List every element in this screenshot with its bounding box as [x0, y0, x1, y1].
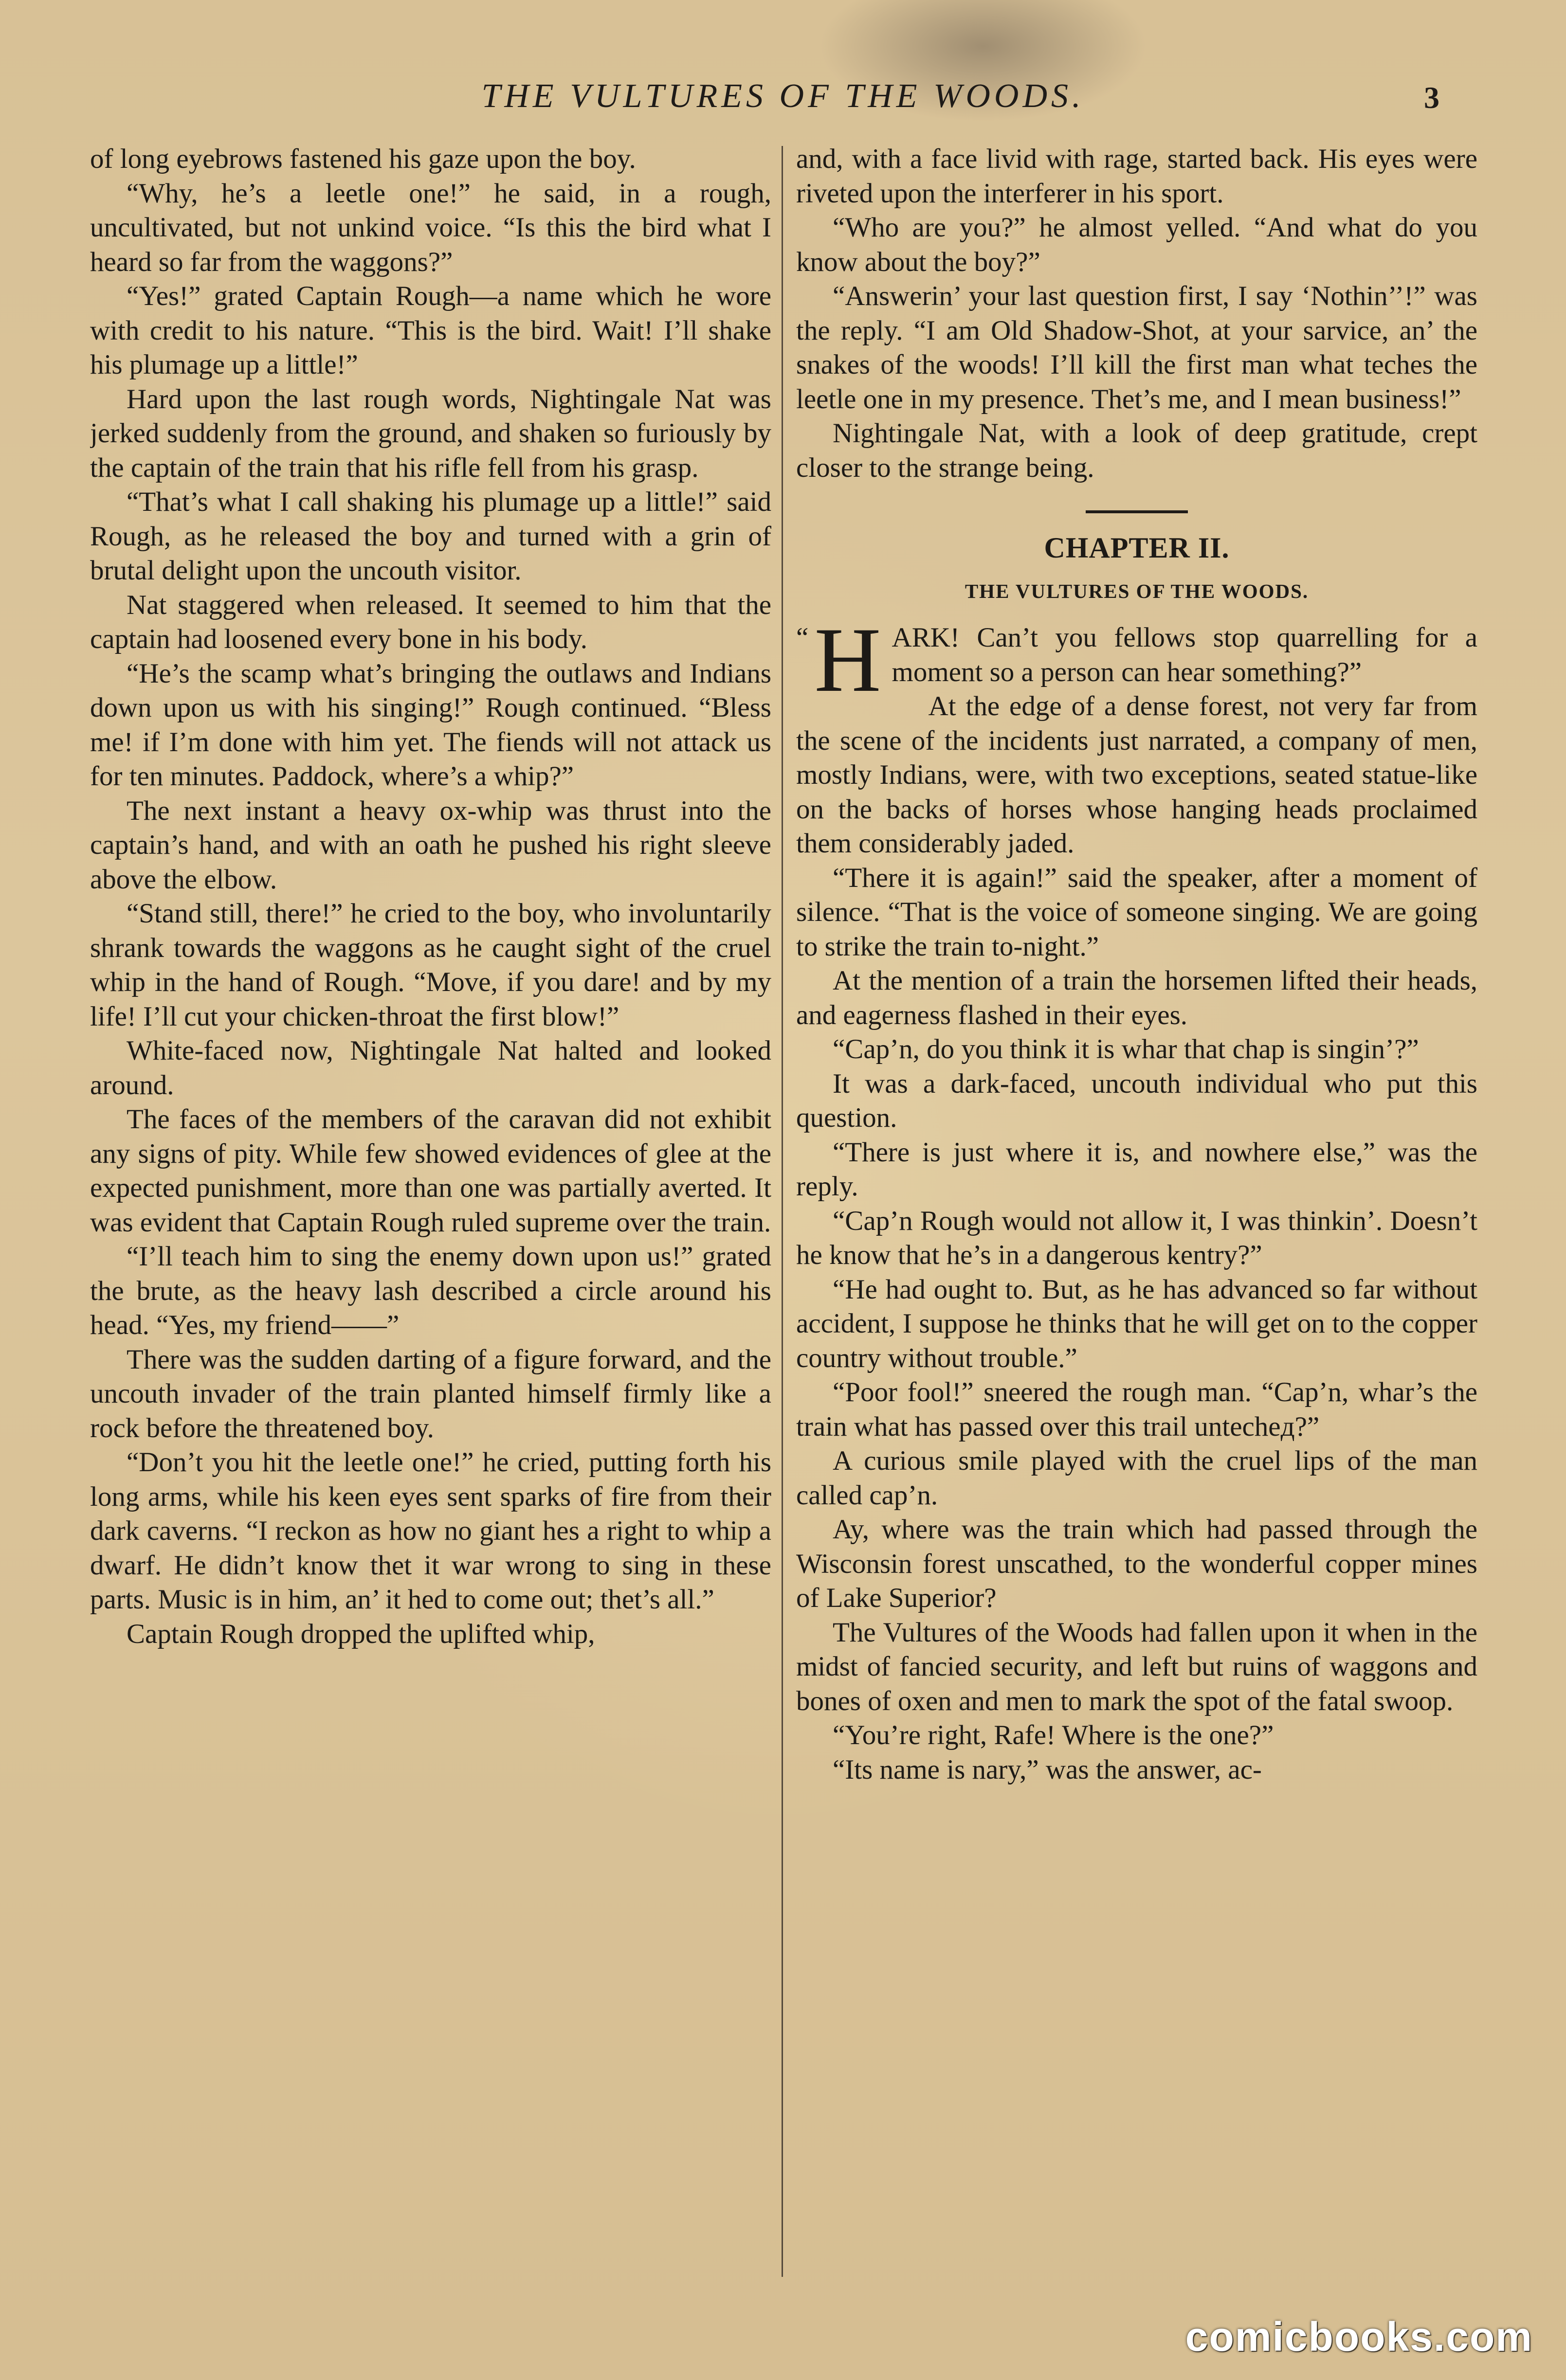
- paragraph: “Cap’n Rough would not allow it, I was thinkin’. Doesn’t he know that he’s in a dangerous kentry?”: [796, 1205, 1477, 1270]
- paragraph: It was a dark-faced, uncouth individual who put this question.: [796, 1068, 1477, 1133]
- paragraph: Hard upon the last rough words, Nightingale Nat was jerked suddenly from the ground, and shaken so furiously by the captain of the train that his rifle fell from his grasp.: [90, 383, 771, 483]
- paragraph: “Its name is nary,” was the answer, ac-: [833, 1754, 1262, 1785]
- paragraph: “Don’t you hit the leetle one!” he cried, putting forth his long arms, while his keen eyes sent sparks of fire from their dark caverns. “I reckon as how no giant hes a right to whip a dwarf. He didn’t know thet it war wrong to sing in these parts. Music is in him, an’ it hed to come out; thet’s all.”: [90, 1447, 771, 1615]
- paragraph: and, with a face livid with rage, started back. His eyes were riveted upon the interferer in his sport.: [796, 144, 1477, 209]
- paragraph: “Answerin’ your last question first, I say ‘Nothin’’!” was the reply. “I am Old Shadow-Shot, at your sarvice, an’ the snakes of the woods! I’ll kill the first man what teches the leetle one in my presence. Thet’s me, and I mean business!”: [796, 281, 1477, 415]
- paragraph: At the edge of a dense forest, not very far from the scene of the incidents just narrated, a company of men, mostly Indians, were, with two exceptions, seated statue-like on the backs of horses whose hanging heads proclaimed them considerably jaded.: [796, 691, 1477, 859]
- paragraph: of long eyebrows fastened his gaze upon the boy.: [90, 144, 636, 174]
- paragraph: “I’ll teach him to sing the enemy down upon us!” grated the brute, as the heavy lash described a circle around his head. “Yes, my friend——”: [90, 1241, 771, 1340]
- paragraph: “That’s what I call shaking his plumage up a little!” said Rough, as he released the boy and turned with a grin of brutal delight upon the uncouth visitor.: [90, 487, 771, 586]
- paragraph: At the mention of a train the horsemen lifted their heads, and eagerness flashed in their eyes.: [796, 965, 1477, 1030]
- dropcap-paragraph: [796, 609, 1477, 711]
- paragraph: The Vultures of the Woods had fallen upon it when in the midst of fancied security, and left but ruins of waggons and bones of oxen and men to mark the spot of the fatal swoop.: [796, 1617, 1477, 1716]
- paragraph: “Who are you?” he almost yelled. “And what do you know about the boy?”: [796, 212, 1477, 277]
- paragraph: “Cap’n, do you think it is whar that chap is singin’?”: [833, 1034, 1419, 1064]
- paragraph: “He’s the scamp what’s bringing the outlaws and Indians down upon us with his singing!” Rough continued. “Bless me! if I’m done with him yet. The fiends will not attack us for ten minutes. Paddock, where’s a whip?”: [90, 658, 771, 792]
- paragraph: “There it is again!” said the speaker, after a moment of silence. “That is the voice of someone singing. We are going to strike the train to-night.”: [796, 862, 1477, 962]
- paragraph: There was the sudden darting of a figure forward, and the uncouth invader of the train planted himself firmly like a rock before the threatened boy.: [90, 1344, 771, 1443]
- page-header: [0, 77, 1566, 121]
- dropcap-text: ARK! Can’t you fellows stop quarrelling for a moment so a person can hear something?”: [892, 622, 1477, 687]
- paragraph: Nightingale Nat, with a look of deep gratitude, crept closer to the strange being.: [796, 418, 1477, 483]
- paragraph: “You’re right, Rafe! Where is the one?”: [833, 1720, 1274, 1750]
- paragraph: A curious smile played with the cruel lips of the man called cap’n.: [796, 1445, 1477, 1511]
- paragraph: The next instant a heavy ox-whip was thrust into the captain’s hand, and with an oath he pushed his right sleeve above the elbow.: [90, 795, 771, 895]
- paragraph: Ay, where was the train which had passed through the Wisconsin forest unscathed, to the wonderful copper mines of Lake Superior?: [796, 1514, 1477, 1613]
- paragraph: Captain Rough dropped the uplifted whip,: [127, 1618, 595, 1649]
- watermark: comicbooks.com: [1185, 2314, 1533, 2360]
- left-column: [90, 142, 771, 2273]
- paragraph: “Stand still, there!” he cried to the boy, who involuntarily shrank towards the waggons as he caught sight of the cruel whip in the hand of Rough. “Move, if you dare! and by my life! I’ll cut your chicken-throat the first blow!”: [90, 898, 771, 1032]
- page-number: 3: [1424, 80, 1439, 115]
- chapter-rule: [1086, 510, 1188, 513]
- chapter-subtitle: THE VULTURES OF THE WOODS.: [965, 579, 1309, 602]
- paragraph: “Yes!” grated Captain Rough—a name which he wore with credit to his nature. “This is the bird. Wait! I’ll shake his plumage up a little!”: [90, 281, 771, 380]
- paragraph: Nat staggered when released. It seemed to him that the captain had loosened every bone in his body.: [90, 589, 771, 654]
- paragraph: “Poor fool!” sneered the rough man. “Cap’n, whar’s the train what has passed over this trail untecheд?”: [796, 1377, 1477, 1442]
- drop-cap-letter: H: [814, 609, 881, 711]
- right-column: [796, 142, 1477, 2273]
- dropcap-quote: “: [796, 622, 809, 653]
- paragraph: “There is just where it is, and nowhere else,” was the reply.: [796, 1136, 1477, 1202]
- paragraph: White-faced now, Nightingale Nat halted and looked around.: [90, 1035, 771, 1100]
- paragraph: The faces of the members of the caravan did not exhibit any signs of pity. While few showed evidences of glee at the expected punishment, more than one was partially averted. It was evident that Captain Rough ruled supreme over the train.: [90, 1104, 771, 1238]
- paragraph: “Why, he’s a leetle one!” he said, in a rough, uncultivated, but not unkind voice. “Is this the bird what I heard so far from the waggons?”: [90, 178, 771, 277]
- running-title: THE VULTURES OF THE WOODS.: [481, 77, 1085, 115]
- column-divider: [782, 146, 783, 2277]
- chapter-title: CHAPTER II.: [1044, 532, 1230, 564]
- paragraph: “He had ought to. But, as he has advanced so far without accident, I suppose he thinks that he will get on to the copper country without trouble.”: [796, 1274, 1477, 1373]
